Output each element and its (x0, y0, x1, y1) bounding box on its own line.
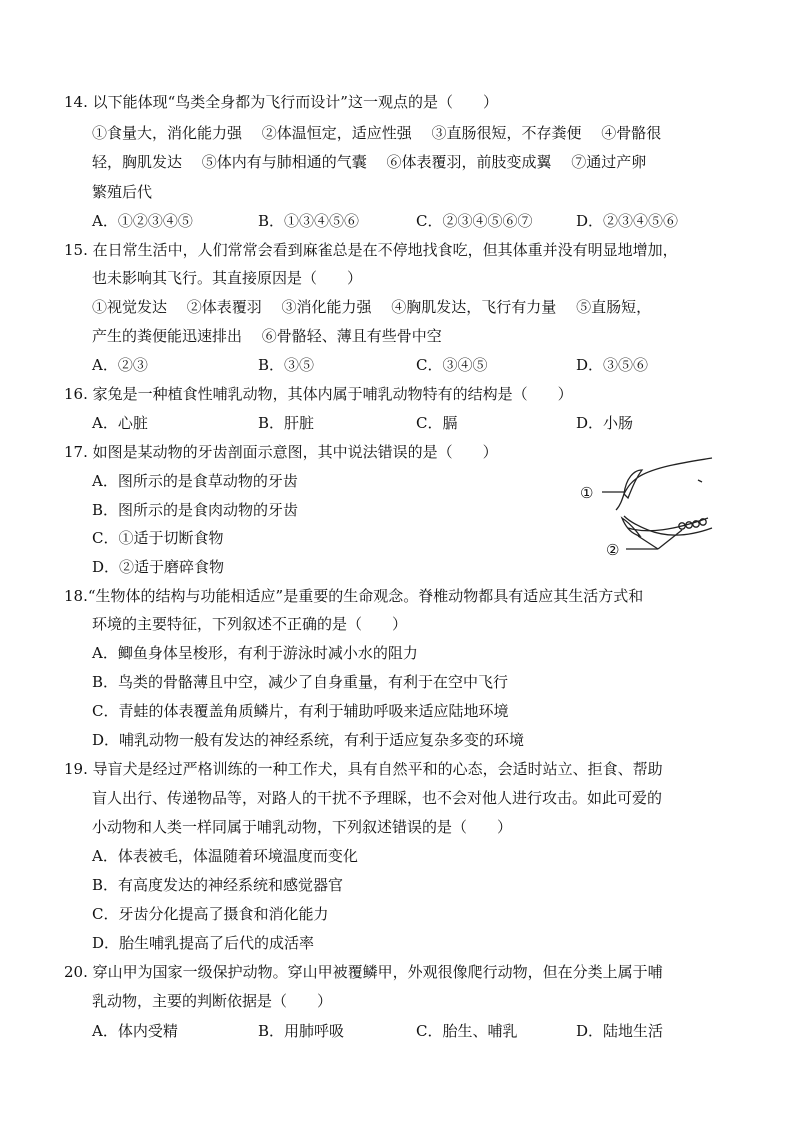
upper-canine (624, 470, 642, 498)
q14-option-a[interactable]: A．①②③④⑤ (92, 212, 193, 230)
q14-statement-line: 轻，胸肌发达 ⑤体内有与肺相通的气囊 ⑥体表覆羽，前肢变成翼 ⑦通过产卵 (92, 153, 647, 171)
q14-statement-line: ①食量大，消化能力强 ②体温恒定，适应性强 ③直肠很短，不存粪便 ④骨骼很 (92, 124, 662, 142)
q15-statement-line: ①视觉发达 ②体表覆羽 ③消化能力强 ④胸肌发达，飞行有力量 ⑤直肠短， (92, 298, 652, 316)
q14-statement-line: 繁殖后代 (92, 183, 153, 201)
q16-stem: 16. 家兔是一种植食性哺乳动物，其体内属于哺乳动物特有的结构是（ ） (64, 385, 573, 403)
label-2-leader (658, 530, 682, 549)
q15-option-d[interactable]: D．③⑤⑥ (576, 356, 649, 374)
figure-label-1: ① (580, 484, 594, 502)
q18-option-a[interactable]: A．鲫鱼身体呈梭形，有利于游泳时减小水的阻力 (92, 644, 418, 662)
q20-option-a[interactable]: A．体内受精 (92, 1022, 178, 1040)
upper-jaw-outline (616, 458, 712, 510)
q15-stem-line: 也未影响其飞行。其直接原因是（ ） (92, 269, 363, 287)
q20-stem: 20. 穿山甲为国家一级保护动物。穿山甲被覆鳞甲，外观很像爬行动物，但在分类上属于哺 (64, 963, 663, 981)
q14-option-b[interactable]: B．①③④⑤⑥ (258, 212, 360, 230)
q20-stem-line: 乳动物，主要的判断依据是（ ） (92, 992, 333, 1010)
q17-option-d[interactable]: D．②适于磨碎食物 (92, 558, 225, 576)
q14-option-d[interactable]: D．②③④⑤⑥ (576, 212, 679, 230)
q19-option-d[interactable]: D．胎生哺乳提高了后代的成活率 (92, 934, 315, 952)
lower-jaw-outline (628, 518, 708, 531)
q15-option-c[interactable]: C．③④⑤ (416, 356, 488, 374)
q18-stem-line: 环境的主要特征，下列叙述不正确的是（ ） (92, 615, 408, 633)
q19-stem-line: 盲人出行、传递物品等，对路人的干扰不予理睬，也不会对他人进行攻击。如此可爱的 (92, 789, 663, 807)
q19-stem-line: 小动物和人类一样同属于哺乳动物，下列叙述错误的是（ ） (92, 818, 513, 836)
q19-stem: 19. 导盲犬是经过严格训练的一种工作犬，具有自然平和的心态，会适时站立、拒食、帮助 (64, 760, 663, 778)
q18-option-c[interactable]: C．青蛙的体表覆盖角质鳞片，有利于辅助呼吸来适应陆地环境 (92, 702, 509, 720)
q14-stem: 14. 以下能体现“鸟类全身都为飞行而设计”这一观点的是（ ） (64, 93, 498, 111)
q20-option-c[interactable]: C．胎生、哺乳 (416, 1022, 518, 1040)
jaw-mark (698, 480, 702, 482)
q15-option-b[interactable]: B．③⑤ (258, 356, 315, 374)
q20-option-d[interactable]: D．陆地生活 (576, 1022, 664, 1040)
q19-option-c[interactable]: C．牙齿分化提高了摄食和消化能力 (92, 905, 329, 923)
q18-option-d[interactable]: D．哺乳动物一般有发达的神经系统，有利于适应复杂多变的环境 (92, 731, 525, 749)
figure-label-2: ② (606, 541, 620, 559)
q17-stem: 17. 如图是某动物的牙齿剖面示意图，其中说法错误的是（ ） (64, 443, 498, 461)
q15-statement-line: 产生的粪便能迅速排出 ⑥骨骼轻、薄且有些骨中空 (92, 327, 442, 345)
q18-stem: 18.“生物体的结构与功能相适应”是重要的生命观念。脊椎动物都具有适应其生活方式和 (64, 587, 644, 605)
label-2-leader (638, 536, 658, 549)
q18-option-b[interactable]: B．鸟类的骨骼薄且中空，减少了自身重量，有利于在空中飞行 (92, 673, 509, 691)
q19-option-b[interactable]: B．有高度发达的神经系统和感觉器官 (92, 876, 344, 894)
tooth-section-figure (578, 452, 718, 562)
q16-option-c[interactable]: C．膈 (416, 414, 458, 432)
q14-option-c[interactable]: C．②③④⑤⑥⑦ (416, 212, 533, 230)
q17-option-c[interactable]: C．①适于切断食物 (92, 529, 224, 547)
q16-option-a[interactable]: A．心脏 (92, 414, 148, 432)
q17-option-a[interactable]: A．图所示的是食草动物的牙齿 (92, 472, 298, 490)
q20-option-b[interactable]: B．用肺呼吸 (258, 1022, 345, 1040)
q15-stem: 15. 在日常生活中，人们常常会看到麻雀总是在不停地找食吃，但其体重并没有明显地增加， (64, 241, 678, 259)
q16-option-b[interactable]: B．肝脏 (258, 414, 315, 432)
q17-option-b[interactable]: B．图所示的是食肉动物的牙齿 (92, 501, 299, 519)
q15-option-a[interactable]: A．②③ (92, 356, 148, 374)
q16-option-d[interactable]: D．小肠 (576, 414, 634, 432)
q19-option-a[interactable]: A．体表被毛，体温随着环境温度而变化 (92, 847, 358, 865)
lower-canine (622, 518, 640, 536)
